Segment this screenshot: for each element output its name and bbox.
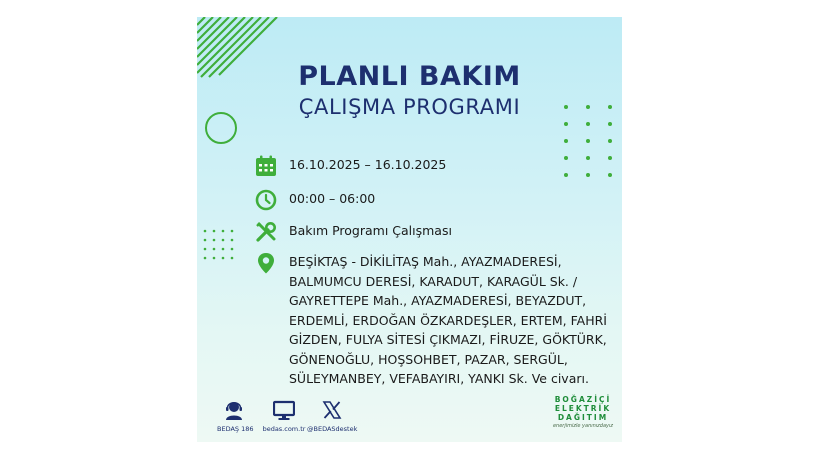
location-line: SÜLEYMANBEY, VEFABAYIRI, YANKI Sk. Ve civarı. bbox=[289, 371, 589, 386]
time-row bbox=[255, 189, 375, 211]
location-row bbox=[255, 252, 607, 389]
work-type: Bakım Programı Çalışması bbox=[289, 223, 452, 238]
announcement-card bbox=[197, 17, 622, 442]
company-logo bbox=[552, 395, 614, 429]
page-subtitle: ÇALIŞMA PROGRAMI bbox=[298, 95, 521, 119]
dot-grid-decoration-small bbox=[203, 229, 235, 261]
footer-social[interactable] bbox=[307, 399, 357, 433]
location-line: ERDEMLİ, ERDOĞAN ÖZKARDEŞLER, ERTEM, FAHRİ bbox=[289, 312, 607, 328]
page-title: PLANLI BAKIM bbox=[298, 61, 521, 92]
monitor-icon bbox=[273, 399, 295, 421]
tools-icon bbox=[255, 221, 277, 243]
location-line: GAYRETTEPE Mah., AYAZMADERESİ, BEYAZDUT, bbox=[289, 293, 587, 308]
location-line: BEŞİKTAŞ - DİKİLİTAŞ Mah., AYAZMADERESİ, bbox=[289, 254, 562, 269]
date-range: 16.10.2025 – 16.10.2025 bbox=[289, 157, 447, 172]
brand-tagline: enerjimizle yanınızdayız bbox=[552, 423, 614, 429]
brand-line: DAĞITIM bbox=[557, 413, 609, 422]
footer-website[interactable] bbox=[261, 399, 307, 433]
headset-agent-icon bbox=[223, 399, 245, 421]
footer-callcenter[interactable] bbox=[217, 399, 254, 433]
clock-icon bbox=[255, 189, 277, 211]
social-label: @BEDASdestek bbox=[307, 425, 358, 433]
location-line: GÖNENOĞLU, HOŞSOHBET, PAZAR, SERGÜL, bbox=[289, 351, 568, 367]
location-text bbox=[289, 252, 607, 389]
website-label: bedas.com.tr bbox=[262, 425, 306, 433]
calendar-icon bbox=[255, 155, 277, 177]
x-logo-icon bbox=[321, 399, 343, 421]
location-line: BALMUMCU DERESİ, KARADUT, KARAGÜL Sk. / bbox=[289, 273, 578, 289]
brand-line: ELEKTRİK bbox=[554, 404, 612, 413]
location-pin-icon bbox=[255, 252, 277, 274]
location-line: GİZDEN, FULYA SİTESİ ÇIKMAZI, FİRUZE, GÖKTÜRK, bbox=[289, 332, 607, 347]
work-type-row bbox=[255, 221, 452, 243]
date-row bbox=[255, 155, 446, 177]
brand-line: BOĞAZİÇİ bbox=[554, 395, 612, 404]
callcenter-label: BEDAŞ 186 bbox=[217, 425, 254, 433]
time-range: 00:00 – 06:00 bbox=[289, 191, 376, 206]
